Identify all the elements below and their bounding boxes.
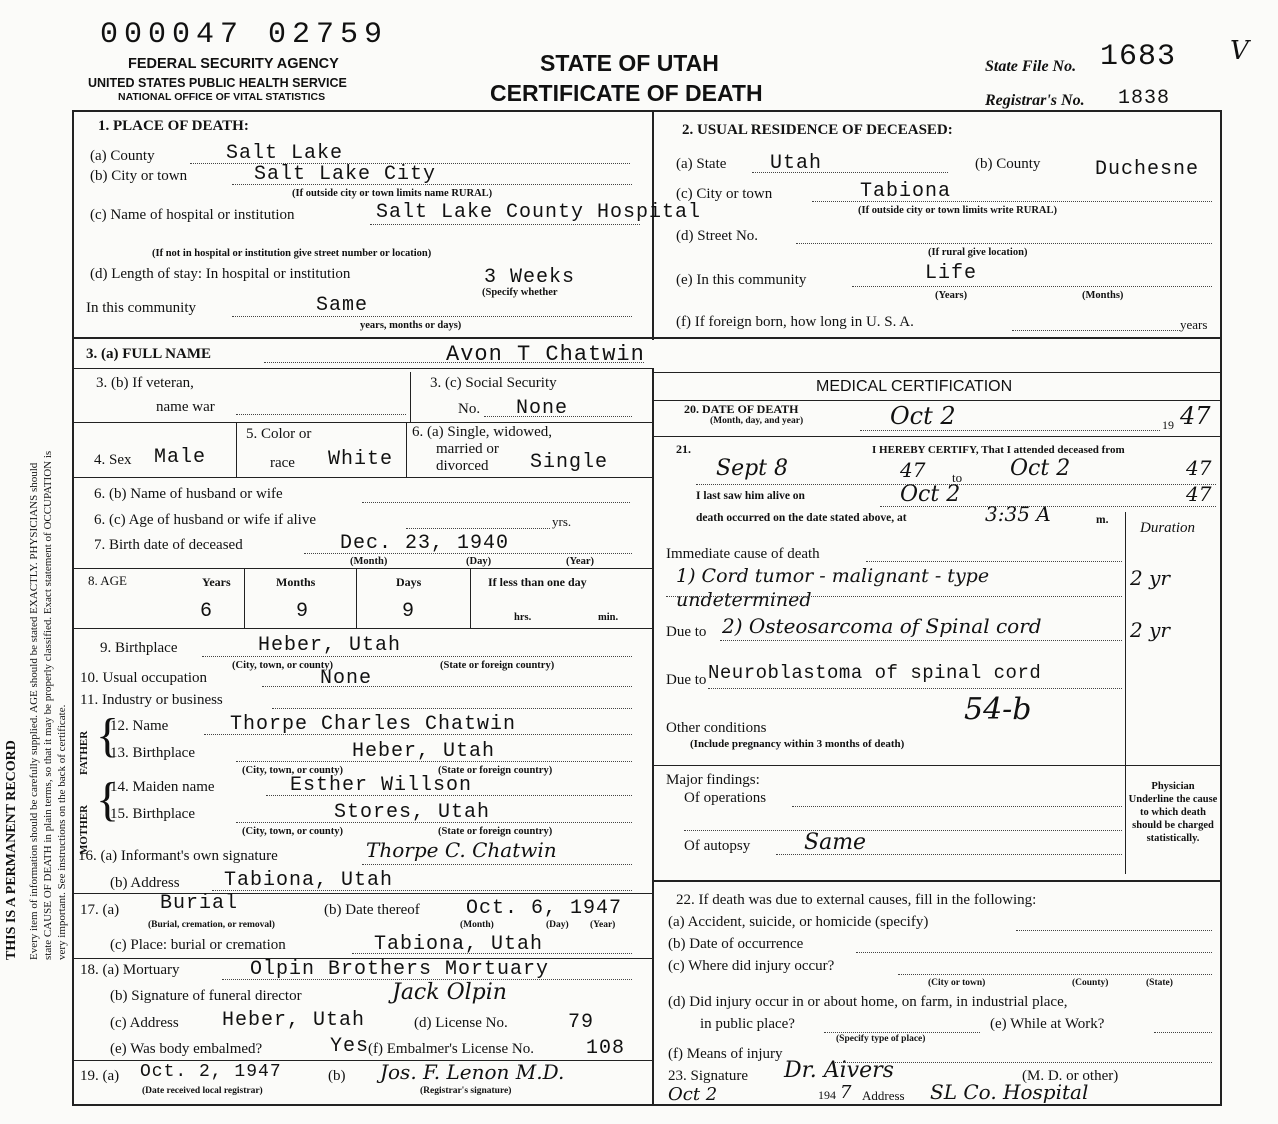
signature-year-prefix: 194 [818, 1088, 836, 1102]
birthplace-label: 9. Birthplace [100, 640, 178, 656]
certify-number: 21. [676, 442, 691, 456]
father-birthplace-label: 13. Birthplace [110, 745, 195, 761]
check-mark: V [1230, 36, 1249, 66]
disp-month-note: (Month) [460, 920, 494, 930]
city-value: Salt Lake City [254, 163, 437, 186]
frame-bottom [72, 1104, 1222, 1106]
age-less-label: If less than one day [488, 575, 587, 589]
mother-birthplace-line [236, 822, 632, 823]
veteran-divider [410, 372, 411, 422]
external-d: (d) Did injury occur in or about home, on farm, in industrial place, [668, 994, 1068, 1010]
res-county-label: (b) County [975, 156, 1041, 172]
disposition-date-label: (b) Date thereof [324, 902, 420, 918]
signature-address-label: Address [862, 1088, 905, 1103]
burial-place-line [352, 953, 632, 954]
autopsy-line [776, 854, 1122, 855]
other-conditions-note: (Include pregnancy within 3 months of death) [690, 738, 905, 750]
race-divider [406, 422, 407, 477]
res-years-note: (Years) [935, 290, 968, 301]
stay-value: 3 Weeks [484, 266, 576, 289]
birth-year-note: (Year) [566, 556, 594, 567]
name-row-bottom [74, 368, 652, 369]
birth-date-line [304, 553, 632, 554]
margin-instruction-3: very important. See instructions on the back of certificate. [56, 704, 68, 960]
burial-place-value: Tabiona, Utah [374, 933, 544, 956]
res-city-label: (c) City or town [676, 186, 773, 202]
due-to-2-value: Neuroblastoma of spinal cord [708, 662, 1042, 684]
social-security-label: 3. (c) Social Security [430, 375, 557, 391]
physician-note: Physician Underline the cause to which death should be charged statistically. [1128, 781, 1218, 844]
immediate-cause-line-2 [666, 596, 1122, 597]
birthplace-city-note: (City, town, or county) [232, 660, 334, 671]
medical-certification-title: MEDICAL CERTIFICATION [816, 378, 1013, 395]
father-margin-label: FATHER [78, 730, 90, 775]
mother-name-label: 14. Maiden name [110, 779, 215, 795]
hospital-note: (If not in hospital or institution give street number or location) [152, 248, 432, 259]
physician-signature: Dr. Aivers [784, 1058, 894, 1083]
immediate-cause-value: 1) Cord tumor - malignant - type undetermined [676, 565, 990, 611]
age-months-label: Months [276, 575, 316, 589]
due-to-duration: 2 yr [1130, 618, 1170, 642]
sex-line [74, 477, 652, 478]
director-label: (b) Signature of funeral director [110, 988, 302, 1004]
mother-birthplace-value: Stores, Utah [334, 801, 491, 824]
time-m: m. [1096, 514, 1109, 526]
veteran-label: 3. (b) If veteran, [96, 375, 194, 391]
place-of-death-title: 1. PLACE OF DEATH: [98, 118, 249, 134]
birthplace-state-note: (State or foreign country) [440, 660, 555, 671]
name-row-top [74, 337, 1220, 339]
mortuary-line [74, 1060, 652, 1061]
dod-line [654, 436, 1220, 437]
medical-top [654, 372, 1220, 373]
external-county-note: (County) [1072, 978, 1109, 988]
sex-label: 4. Sex [94, 452, 132, 468]
age-months-value: 9 [296, 600, 310, 623]
age-min: min. [598, 612, 619, 623]
res-community-label: (e) In this community [676, 272, 807, 288]
immediate-cause-label: Immediate cause of death [666, 546, 820, 562]
mother-bp-state-note: (State or foreign country) [438, 826, 553, 837]
attended-to-year: 47 [1186, 456, 1212, 480]
res-city-value: Tabiona [860, 180, 952, 203]
birthplace-line [202, 656, 632, 657]
mother-margin-label: MOTHER [78, 804, 90, 855]
stay-label: (d) Length of stay: In hospital or institution [90, 266, 351, 282]
center-divider [652, 368, 654, 1106]
received-label: 19. (a) [80, 1068, 120, 1084]
spouse-age-yrs: yrs. [552, 514, 572, 529]
attended-from: Sept 8 [716, 456, 789, 481]
community-note: years, months or days) [360, 320, 462, 331]
mortuary-label: 18. (a) Mortuary [80, 962, 180, 978]
external-a: (a) Accident, suicide, or homicide (specify) [668, 914, 929, 930]
age-div-3 [470, 568, 471, 628]
autopsy-label: Of autopsy [684, 838, 751, 854]
margin-instruction-1: Every item of information should be carefully supplied. AGE should be stated EXACTLY. PHYSICIANS should [28, 462, 40, 960]
due-to-value: 2) Osteosarcoma of Spinal cord [722, 614, 1042, 638]
industry-line [272, 708, 632, 709]
classification-code: 54-b [964, 692, 1032, 727]
other-conditions-label: Other conditions [666, 720, 767, 736]
margin-instruction-2: state CAUSE OF DEATH in plain terms, so that it may be properly classified. Exact statement of OCCUPATION is [42, 450, 54, 960]
date-of-death-line [860, 430, 1160, 431]
birth-date-label: 7. Birth date of deceased [94, 537, 243, 553]
license-label: (d) License No. [414, 1015, 508, 1031]
city-label: (b) City or town [90, 168, 188, 184]
marital-label-1: 6. (a) Single, widowed, [412, 424, 552, 440]
informant-address-label: (b) Address [110, 875, 180, 891]
signature-address: SL Co. Hospital [930, 1080, 1089, 1104]
registrar-signature: Jos. F. Lenon M.D. [380, 1060, 565, 1084]
disposition-note: (Burial, cremation, or removal) [148, 920, 275, 930]
mother-brace: { [96, 773, 120, 826]
registrar-signature-label: (b) [328, 1068, 346, 1084]
external-specify-note: (Specify type of place) [836, 1034, 926, 1044]
father-name-label: 12. Name [110, 718, 169, 734]
disp-day-note: (Day) [546, 920, 569, 930]
due-to-2-line [708, 688, 1122, 689]
due-to-line [720, 640, 1122, 641]
registrar-signature-note: (Registrar's signature) [420, 1086, 512, 1096]
disposition-label: 17. (a) [80, 902, 120, 918]
mortuary-address-label: (c) Address [110, 1015, 179, 1031]
external-city-note: (City or town) [928, 978, 986, 988]
attended-from-year: 47 [900, 458, 926, 482]
date-of-death-label: 20. DATE OF DEATH [684, 402, 799, 416]
age-div-1 [244, 568, 245, 628]
full-name-label: 3. (a) FULL NAME [86, 346, 211, 362]
father-name-line [204, 734, 632, 735]
res-city-line [812, 201, 1212, 202]
veteran-line [74, 422, 652, 423]
date-of-death-note: (Month, day, and year) [710, 416, 804, 426]
res-foreign-label: (f) If foreign born, how long in U. S. A. [676, 314, 914, 330]
service-name: UNITED STATES PUBLIC HEALTH SERVICE [88, 76, 347, 90]
age-label: 8. AGE [88, 573, 127, 588]
res-county-value: Duchesne [1095, 158, 1200, 181]
external-top [654, 880, 1220, 882]
certify-text: I HEREBY CERTIFY, That I attended deceased from [872, 444, 1125, 456]
res-months-note: (Months) [1082, 290, 1124, 301]
external-c: (c) Where did injury occur? [668, 958, 835, 974]
agency-name: FEDERAL SECURITY AGENCY [128, 56, 339, 72]
occupation-label: 10. Usual occupation [80, 670, 208, 686]
dod-year: 47 [1180, 402, 1211, 430]
last-saw-label: I last saw him alive on [696, 490, 805, 502]
external-e-line [1154, 1032, 1212, 1033]
age-days-label: Days [396, 575, 422, 589]
stay-note: (Specify whether [482, 287, 558, 298]
age-years-label: Years [202, 575, 231, 589]
age-bottom [74, 628, 652, 629]
operations-line [792, 806, 1122, 807]
duration-divider [1125, 512, 1126, 874]
father-bp-state-note: (State or foreign country) [438, 765, 553, 776]
external-d2: in public place? [700, 1016, 795, 1032]
full-name-value: Avon T Chatwin [446, 342, 645, 367]
county-label: (a) County [90, 148, 155, 164]
informant-address-value: Tabiona, Utah [224, 869, 394, 892]
last-saw-year: 47 [1186, 482, 1212, 506]
marital-label-3: divorced [436, 458, 489, 474]
color-label: 5. Color or [246, 426, 312, 442]
age-days-value: 9 [402, 600, 416, 623]
marital-label-2: married or [436, 441, 499, 457]
res-community-value: Life [925, 262, 978, 285]
social-security-no-label: No. [458, 401, 481, 417]
attended-to: Oct 2 [1010, 456, 1071, 481]
community-value: Same [316, 294, 369, 317]
autopsy-value: Same [804, 830, 867, 855]
other-conditions-line [654, 765, 1220, 766]
hospital-label: (c) Name of hospital or institution [90, 207, 295, 223]
sex-value: Male [154, 446, 207, 469]
duration-label: Duration [1140, 520, 1196, 536]
age-years-value: 6 [200, 600, 214, 623]
external-state-note: (State) [1146, 978, 1173, 988]
registrar-number: 1838 [1118, 87, 1171, 110]
external-e: (e) While at Work? [990, 1016, 1105, 1032]
birthplace-value: Heber, Utah [258, 634, 402, 657]
war-label: name war [156, 399, 215, 415]
res-rural-note: (If rural give location) [928, 247, 1028, 258]
mother-birthplace-label: 15. Birthplace [110, 806, 195, 822]
disposition-date-value: Oct. 6, 1947 [466, 897, 623, 920]
dod-year-prefix: 19 [1162, 418, 1174, 432]
registrar-number-label: Registrar's No. [985, 92, 1085, 109]
embalmed-value: Yes [330, 1035, 370, 1058]
external-b-line [856, 952, 1212, 953]
informant-label: 16. (a) Informant's own signature [78, 848, 278, 864]
father-birthplace-value: Heber, Utah [352, 740, 496, 763]
mother-bp-city-note: (City, town, or county) [242, 826, 344, 837]
res-city-note: (If outside city or town limits write RURAL) [858, 205, 1057, 216]
spouse-age-label: 6. (c) Age of husband or wife if alive [94, 512, 317, 528]
social-security-value: None [516, 397, 569, 420]
signature-year: 7 [840, 1082, 852, 1103]
occupation-line [262, 686, 632, 687]
physician-signature-label: 23. Signature [668, 1068, 748, 1084]
race-label: race [270, 455, 295, 471]
immediate-cause-line [866, 561, 1122, 562]
embalmer-label: (f) Embalmer's License No. [368, 1041, 534, 1057]
res-foreign-years: years [1180, 317, 1208, 332]
industry-label: 11. Industry or business [80, 692, 223, 708]
director-signature: Jack Olpin [392, 980, 507, 1005]
father-brace: { [96, 709, 120, 762]
community-label: In this community [86, 300, 196, 316]
embalmer-value: 108 [586, 1037, 626, 1060]
received-note: (Date received local registrar) [142, 1086, 263, 1096]
age-hrs: hrs. [514, 612, 532, 623]
date-of-death-value: Oct 2 [890, 402, 956, 430]
age-div-2 [356, 568, 357, 628]
residence-title: 2. USUAL RESIDENCE OF DECEASED: [682, 122, 953, 138]
burial-place-label: (c) Place: burial or cremation [110, 937, 286, 953]
informant-sig-line [362, 864, 632, 865]
state-heading: STATE OF UTAH [540, 50, 719, 76]
license-value: 79 [568, 1011, 595, 1034]
disp-year-note: (Year) [590, 920, 616, 930]
father-name-value: Thorpe Charles Chatwin [230, 713, 517, 736]
last-saw-value: Oct 2 [900, 482, 961, 507]
certificate-title: CERTIFICATE OF DEATH [490, 80, 763, 106]
occupation-value: None [320, 667, 373, 690]
frame-left [72, 110, 74, 1106]
res-foreign-line [1012, 330, 1180, 331]
res-state-line [752, 172, 948, 173]
mortuary-value: Olpin Brothers Mortuary [250, 958, 550, 981]
marital-value: Single [530, 451, 609, 474]
county-value: Salt Lake [226, 142, 344, 165]
margin-permanent-record: THIS IS A PERMANENT RECORD [4, 740, 19, 960]
war-line [236, 414, 406, 415]
office-name: NATIONAL OFFICE OF VITAL STATISTICS [118, 91, 326, 103]
md-note: (M. D. or other) [1022, 1068, 1119, 1084]
informant-signature: Thorpe C. Chatwin [366, 838, 557, 862]
external-c-line [898, 974, 1212, 975]
time-of-death: 3:35 A [985, 502, 1051, 526]
age-top [74, 568, 652, 569]
state-file-label: State File No. [985, 58, 1077, 75]
external-a-line [1016, 930, 1212, 931]
operations-label: Of operations [684, 790, 767, 806]
occurred-label: death occurred on the date stated above, at [696, 512, 907, 524]
hospital-value: Salt Lake County Hospital [376, 201, 702, 224]
medical-title-line [654, 400, 1220, 401]
disposition-value: Burial [160, 892, 239, 915]
birth-month-note: (Month) [350, 556, 388, 567]
sex-divider [236, 422, 237, 477]
major-findings-label: Major findings: [666, 772, 760, 788]
social-security-line [484, 416, 632, 417]
external-f: (f) Means of injury [668, 1046, 783, 1062]
due-to-2-label: Due to [666, 672, 707, 688]
serial-number: 000047 02759 [100, 18, 389, 52]
res-street-line [796, 243, 1212, 244]
city-note: (If outside city or town limits name RURAL) [292, 188, 493, 199]
spouse-name-label: 6. (b) Name of husband or wife [94, 486, 283, 502]
frame-right [1220, 110, 1222, 1106]
hospital-line [370, 224, 640, 225]
upper-divider [652, 112, 654, 340]
father-birthplace-line [236, 761, 632, 762]
city-line [232, 184, 632, 185]
full-name-line [264, 362, 644, 363]
external-b: (b) Date of occurrence [668, 936, 804, 952]
state-file-number: 1683 [1100, 40, 1177, 74]
informant-address-line [212, 890, 632, 891]
mother-name-value: Esther Willson [290, 774, 473, 797]
signature-date: Oct 2 [668, 1084, 718, 1105]
spouse-name-line [362, 502, 630, 503]
embalmed-label: (e) Was body embalmed? [110, 1041, 263, 1057]
community-line [232, 316, 632, 317]
father-bp-city-note: (City, town, or county) [242, 765, 344, 776]
birth-day-note: (Day) [466, 556, 492, 567]
birth-date-value: Dec. 23, 1940 [340, 532, 510, 555]
received-value: Oct. 2, 1947 [140, 1062, 282, 1082]
mortuary-address-value: Heber, Utah [222, 1009, 366, 1032]
external-causes-label: 22. If death was due to external causes, fill in the following: [676, 892, 1037, 908]
operations-line-2 [684, 830, 1122, 831]
res-street-label: (d) Street No. [676, 228, 759, 244]
mother-name-line [266, 795, 632, 796]
immediate-cause-duration: 2 yr [1130, 566, 1170, 590]
frame-top [72, 110, 1222, 112]
res-community-line [852, 286, 1212, 287]
spouse-age-line [406, 528, 550, 529]
res-state-label: (a) State [676, 156, 727, 172]
external-d2-line [824, 1032, 980, 1033]
race-value: White [328, 448, 394, 471]
attended-to-word: to [952, 470, 963, 485]
due-to-label: Due to [666, 624, 707, 640]
res-state-value: Utah [770, 152, 823, 175]
